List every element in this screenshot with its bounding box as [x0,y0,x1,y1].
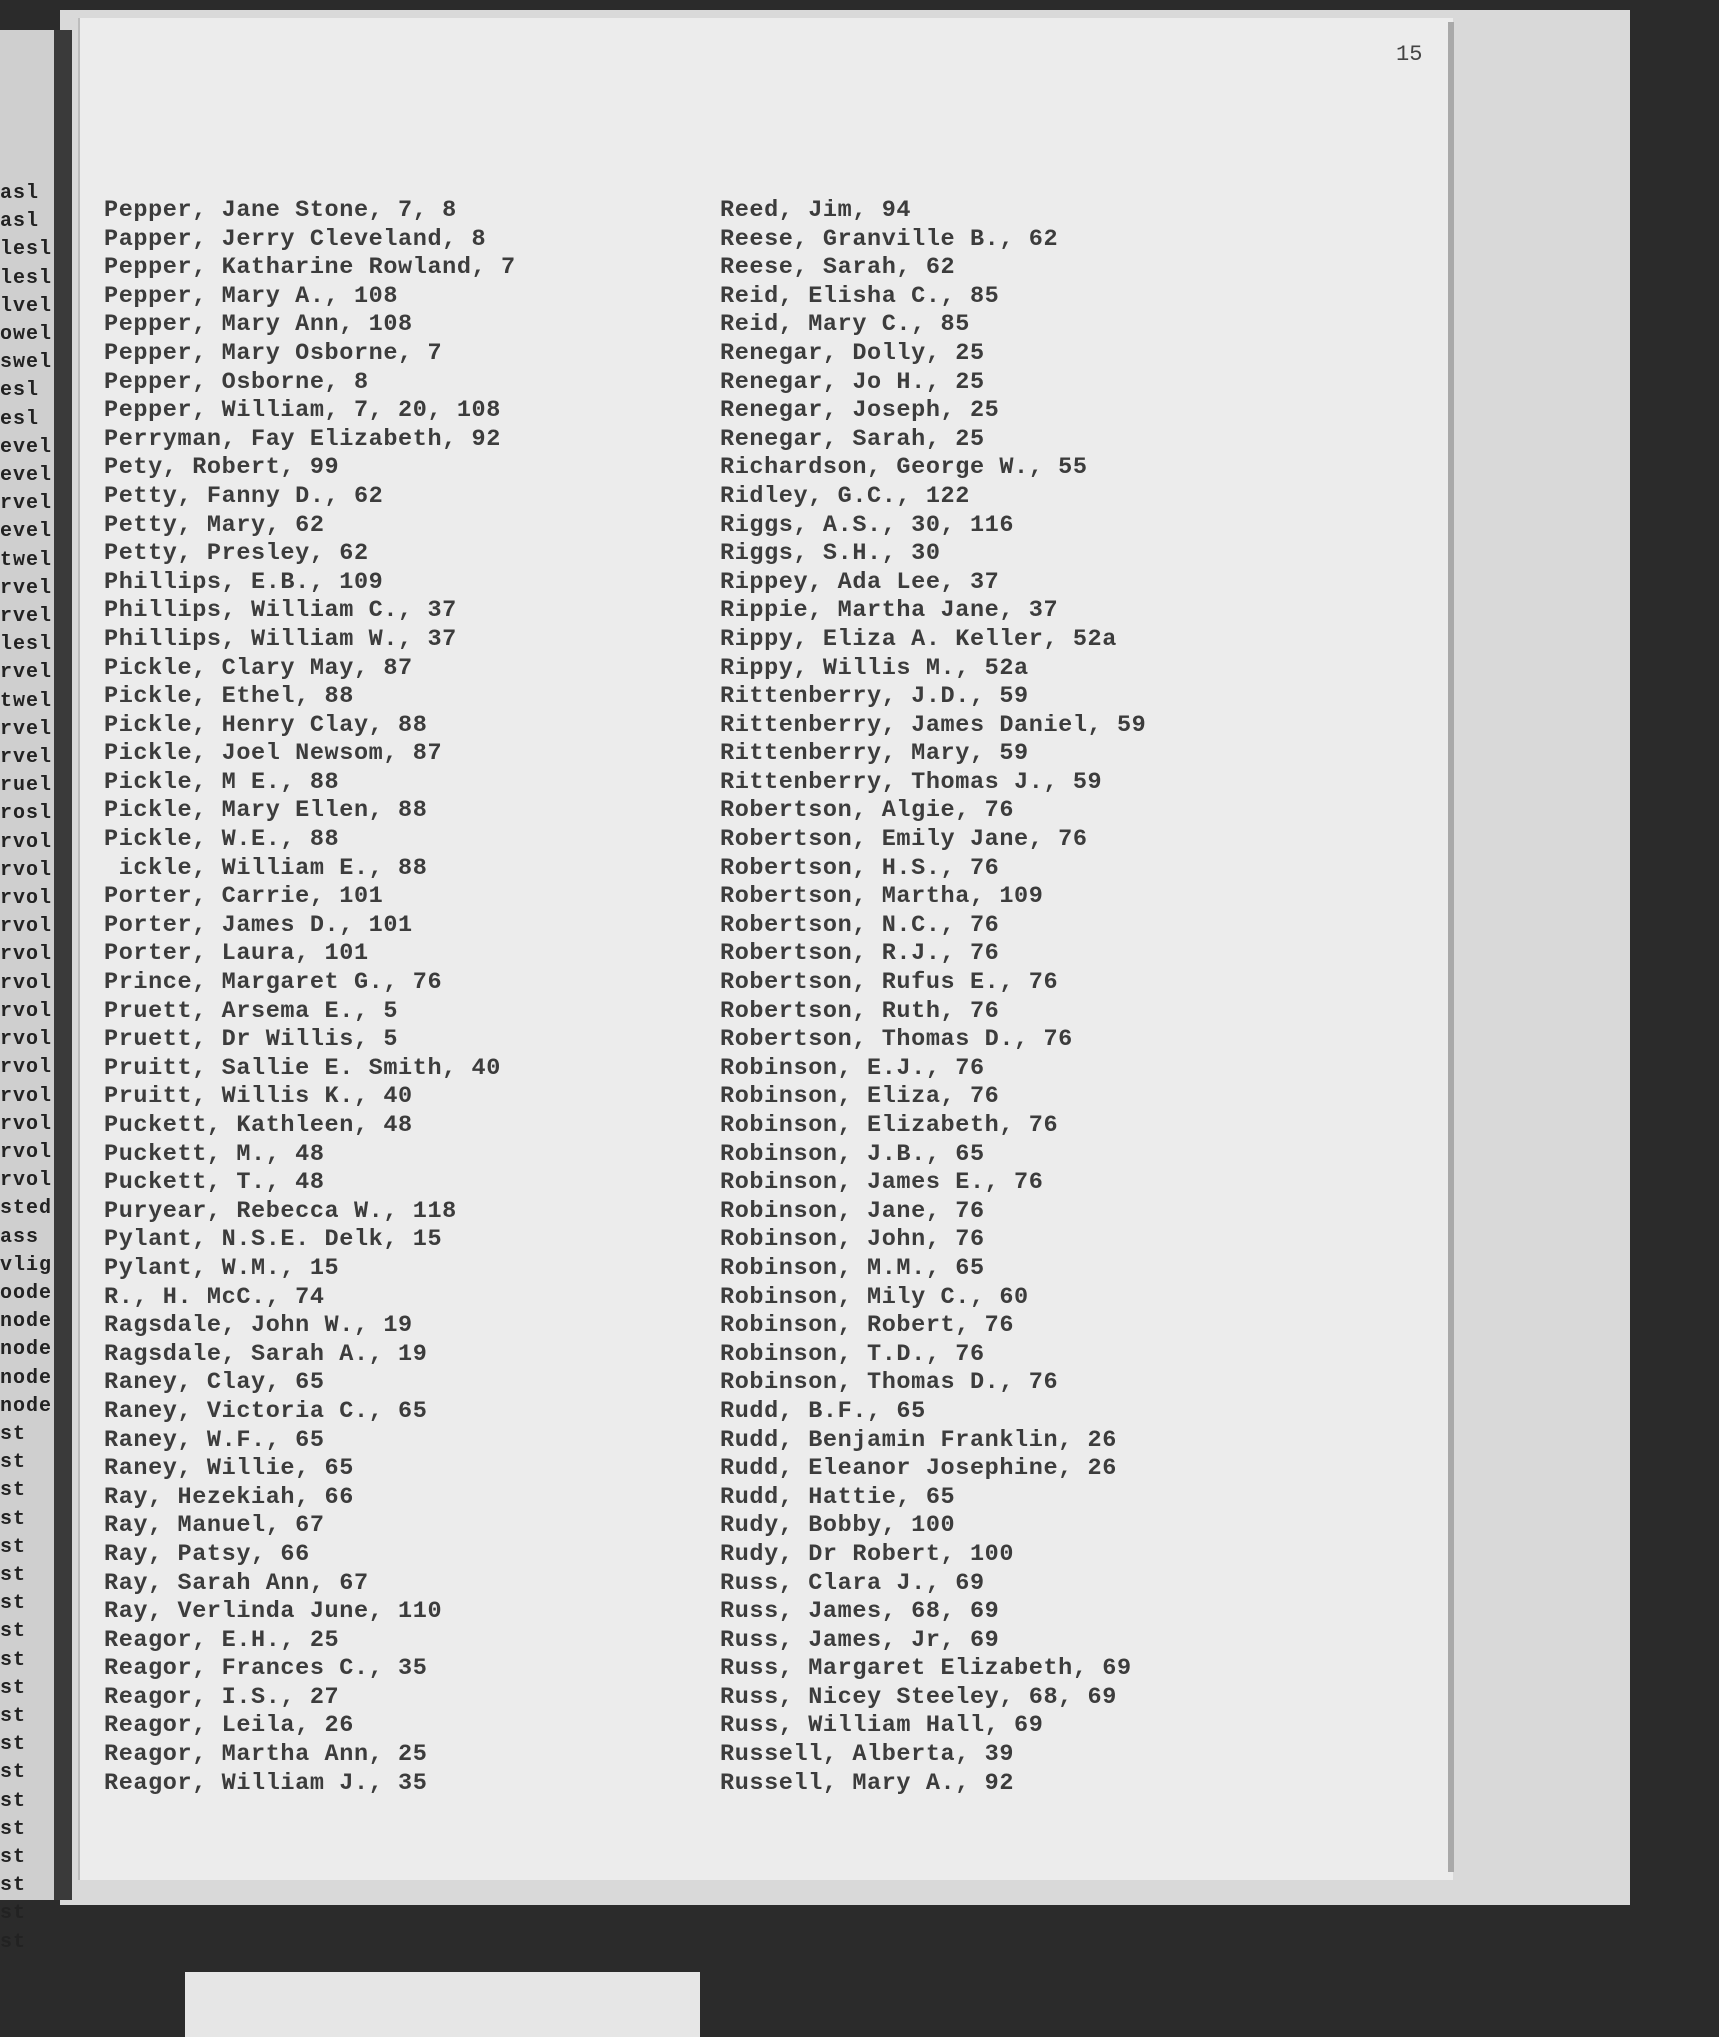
margin-fragment: node [0,1394,53,1418]
index-entry: Raney, W.F., 65 [104,1426,325,1454]
index-entry: Pepper, Katharine Rowland, 7 [104,254,516,282]
margin-fragment: rvel [0,605,53,629]
index-entry: Rudd, Hattie, 65 [720,1483,956,1511]
margin-fragment: asl [0,210,40,234]
index-entry: Rippy, Eliza A. Keller, 52a [720,625,1117,653]
margin-fragment: rvol [0,1056,53,1080]
index-entry: Robertson, H.S., 76 [720,854,1000,882]
index-entry: Reid, Elisha C., 85 [720,282,1000,310]
margin-fragment: ruel [0,774,53,798]
index-entry: Puckett, M., 48 [104,1140,325,1168]
margin-fragment: rvel [0,717,53,741]
margin-fragment: lesl [0,633,53,657]
index-entry: Porter, Laura, 101 [104,940,369,968]
margin-fragment: esl [0,407,40,431]
index-entry: Puryear, Rebecca W., 118 [104,1197,457,1225]
index-entry: Russell, Alberta, 39 [720,1741,1015,1769]
index-entry: Robinson, Elizabeth, 76 [720,1112,1059,1139]
margin-fragment: st [0,1761,27,1785]
margin-fragment: rvol [0,915,53,939]
index-entry: Russ, William Hall, 69 [720,1712,1044,1740]
margin-fragment: ass [0,1225,40,1249]
index-entry: Robertson, Martha, 109 [720,883,1044,911]
index-entry: Pickle, Henry Clay, 88 [104,711,428,739]
index-entry: Rittenberry, J.D., 59 [720,683,1029,711]
index-entry: Rudy, Dr Robert, 100 [720,1540,1015,1568]
margin-fragment: st [0,1930,27,1954]
margin-fragment: evel [0,520,53,544]
margin-fragment: rvol [0,999,53,1023]
index-entry: Rippie, Martha Jane, 37 [720,597,1059,625]
index-entry: Robinson, Robert, 76 [720,1312,1015,1340]
index-entry: Reese, Sarah, 62 [720,254,956,282]
index-entry: Rudd, Eleanor Josephine, 26 [720,1455,1117,1483]
margin-fragment: st [0,1479,27,1503]
margin-fragment: rvol [0,858,53,882]
index-entry: Petty, Fanny D., 62 [104,482,384,510]
margin-fragment: st [0,1704,27,1728]
index-entry: Russ, James, Jr, 69 [720,1626,1000,1654]
index-entry: Phillips, William C., 37 [104,597,457,625]
index-entry: Renegar, Dolly, 25 [720,339,985,367]
margin-fragment: owel [0,323,53,347]
margin-fragment: st [0,1563,27,1587]
index-entry: Robinson, Eliza, 76 [720,1083,1000,1111]
index-entry: Ragsdale, Sarah A., 19 [104,1340,428,1368]
index-entry: Pepper, William, 7, 20, 108 [104,397,501,425]
index-entry: Reid, Mary C., 85 [720,311,970,339]
margin-fragment: st [0,1422,27,1446]
adjacent-page-edge [0,30,72,1954]
index-entry: Reagor, Martha Ann, 25 [104,1741,428,1769]
index-entry: Pruitt, Willis K., 40 [104,1083,413,1111]
index-entry: Reagor, E.H., 25 [104,1626,340,1654]
margin-fragment: st [0,1535,27,1559]
margin-fragment: swel [0,351,53,375]
index-entry: Phillips, William W., 37 [104,625,457,653]
index-entry: Pickle, Joel Newsom, 87 [104,740,443,768]
margin-fragment: rosl [0,802,53,826]
index-entry: Robinson, Mily C., 60 [720,1283,1029,1311]
index-entry: Pickle, W.E., 88 [104,826,340,854]
margin-fragment: st [0,1874,27,1898]
margin-fragment: st [0,1648,27,1672]
margin-fragment: rvel [0,576,53,600]
index-entry: Rippy, Willis M., 52a [720,654,1029,682]
bottom-strip [185,1972,700,2037]
index-entry: Rittenberry, James Daniel, 59 [720,711,1147,739]
index-entry: Ray, Manuel, 67 [104,1512,325,1540]
margin-fragment: oode [0,1281,53,1305]
margin-fragment: lvel [0,294,53,318]
index-entry: Pylant, W.M., 15 [104,1254,340,1282]
margin-fragment: st [0,1620,27,1644]
index-entry: Pruett, Arsema E., 5 [104,997,399,1025]
margin-fragment: rvel [0,661,53,685]
index-entry: Robertson, R.J., 76 [720,940,1000,968]
margin-fragment: st [0,1902,27,1926]
margin-fragment: st [0,1789,27,1813]
margin-fragment: rvol [0,1140,53,1164]
index-entry: Reed, Jim, 94 [720,197,912,224]
index-entry: Pickle, M E., 88 [104,768,340,796]
margin-fragment: rvol [0,830,53,854]
index-entry: Renegar, Sarah, 25 [720,425,985,453]
index-entry: Ray, Patsy, 66 [104,1540,310,1568]
margin-fragment: sted [0,1197,53,1221]
index-entry: Robinson, J.B., 65 [720,1140,985,1168]
index-entry: Raney, Clay, 65 [104,1369,325,1397]
index-entry: Robinson, John, 76 [720,1226,985,1254]
index-entry: Pickle, Clary May, 87 [104,654,413,682]
index-entry: Rudy, Bobby, 100 [720,1512,956,1540]
margin-fragment: st [0,1592,27,1616]
index-entry: Porter, James D., 101 [104,911,413,939]
margin-fragment: lesl [0,266,53,290]
index-entry: Reagor, I.S., 27 [104,1683,340,1711]
margin-fragment: rvel [0,492,53,516]
index-entry: Reagor, Frances C., 35 [104,1655,428,1683]
left-index-column [104,197,516,1798]
index-entry: Robinson, M.M., 65 [720,1254,985,1282]
index-entry: Pepper, Mary A., 108 [104,282,399,310]
index-entry: Robinson, James E., 76 [720,1169,1044,1197]
margin-fragment: st [0,1451,27,1475]
index-entry: Pruett, Dr Willis, 5 [104,1026,399,1054]
margin-fragment: st [0,1845,27,1869]
margin-fragment: rvol [0,1169,53,1193]
index-entry: Pruitt, Sallie E. Smith, 40 [104,1054,501,1082]
index-entry: Robinson, Thomas D., 76 [720,1369,1059,1397]
index-entry: Papper, Jerry Cleveland, 8 [104,225,487,253]
adjacent-page-text [0,180,54,1957]
index-entry: Ray, Verlinda June, 110 [104,1598,443,1626]
spine-shadow [54,30,72,1900]
index-entry: Rippey, Ada Lee, 37 [720,568,1000,596]
index-entry: Pety, Robert, 99 [104,454,340,482]
margin-fragment: vlig [0,1253,53,1277]
index-entry: Renegar, Jo H., 25 [720,368,985,396]
index-entry: Robertson, Ruth, 76 [720,997,1000,1025]
margin-fragment: st [0,1507,27,1531]
margin-fragment: rvol [0,943,53,967]
index-entry: Robinson, T.D., 76 [720,1340,985,1368]
index-entry: Robinson, E.J., 76 [720,1054,985,1082]
index-entry: Ridley, G.C., 122 [720,482,970,510]
index-entry: Perryman, Fay Elizabeth, 92 [104,425,501,453]
index-entry: Russ, Nicey Steeley, 68, 69 [720,1683,1117,1711]
index-entry: Rudd, B.F., 65 [720,1397,926,1425]
index-entry: Robinson, Jane, 76 [720,1197,985,1225]
margin-fragment: rvol [0,1028,53,1052]
margin-fragment: evel [0,464,53,488]
margin-fragment: node [0,1338,53,1362]
index-entry: Phillips, E.B., 109 [104,568,384,596]
index-entry: Reagor, Leila, 26 [104,1712,354,1740]
index-entry: Russ, Margaret Elizabeth, 69 [720,1655,1132,1683]
index-entry: Pepper, Mary Osborne, 7 [104,339,443,367]
margin-fragment: rvol [0,1084,53,1108]
index-entry: Pepper, Osborne, 8 [104,368,369,396]
index-entry: Pylant, N.S.E. Delk, 15 [104,1226,443,1254]
margin-fragment: rvol [0,1112,53,1136]
index-entry: Reese, Granville B., 62 [720,225,1059,253]
index-entry: Ray, Hezekiah, 66 [104,1483,354,1511]
index-entry: Riggs, S.H., 30 [720,540,941,568]
margin-fragment: evel [0,435,53,459]
margin-fragment: st [0,1676,27,1700]
index-entry: Richardson, George W., 55 [720,454,1088,482]
index-entry: Prince, Margaret G., 76 [104,969,443,997]
index-entry: Robertson, N.C., 76 [720,911,1000,939]
margin-fragment: node [0,1366,53,1390]
margin-fragment: lesl [0,238,53,262]
index-entry: Renegar, Joseph, 25 [720,397,1000,425]
index-entry: Pickle, Mary Ellen, 88 [104,797,428,825]
margin-fragment: st [0,1733,27,1757]
index-entry: Robertson, Emily Jane, 76 [720,826,1088,854]
index-entry: Petty, Mary, 62 [104,511,325,539]
index-entry: Petty, Presley, 62 [104,540,369,568]
page-number: 15 [1396,42,1423,67]
index-entry: Robertson, Rufus E., 76 [720,969,1059,997]
index-entry: Raney, Willie, 65 [104,1455,354,1483]
index-entry: Raney, Victoria C., 65 [104,1397,428,1425]
margin-fragment: rvol [0,971,53,995]
index-entry: Pickle, Ethel, 88 [104,683,354,711]
margin-fragment: st [0,1817,27,1841]
margin-fragment: asl [0,182,40,205]
index-entry: Russ, James, 68, 69 [720,1598,1000,1626]
index-entry: Rittenberry, Mary, 59 [720,740,1029,768]
margin-fragment: rvel [0,746,53,770]
margin-fragment: node [0,1310,53,1334]
index-entry: Puckett, T., 48 [104,1169,325,1197]
index-entry: Ragsdale, John W., 19 [104,1312,413,1340]
index-entry: Rudd, Benjamin Franklin, 26 [720,1426,1117,1454]
margin-fragment: rvol [0,887,53,911]
index-entry: R., H. McC., 74 [104,1283,325,1311]
index-entry: Ray, Sarah Ann, 67 [104,1569,369,1597]
index-entry: Reagor, William J., 35 [104,1769,428,1797]
margin-fragment: esl [0,379,40,403]
right-index-column [720,197,1146,1798]
index-entry: ickle, William E., 88 [104,854,428,882]
index-entry: Robertson, Thomas D., 76 [720,1026,1073,1054]
index-entry: Pepper, Mary Ann, 108 [104,311,413,339]
index-entry: Russell, Mary A., 92 [720,1769,1015,1797]
index-entry: Porter, Carrie, 101 [104,883,384,911]
index-entry: Riggs, A.S., 30, 116 [720,511,1015,539]
index-entry: Puckett, Kathleen, 48 [104,1112,413,1139]
margin-fragment: twel [0,689,53,713]
margin-fragment: twel [0,548,53,572]
index-entry: Pepper, Jane Stone, 7, 8 [104,197,457,224]
page-edge [1448,22,1454,1872]
index-entry: Robertson, Algie, 76 [720,797,1015,825]
index-entry: Russ, Clara J., 69 [720,1569,985,1597]
index-entry: Rittenberry, Thomas J., 59 [720,768,1103,796]
